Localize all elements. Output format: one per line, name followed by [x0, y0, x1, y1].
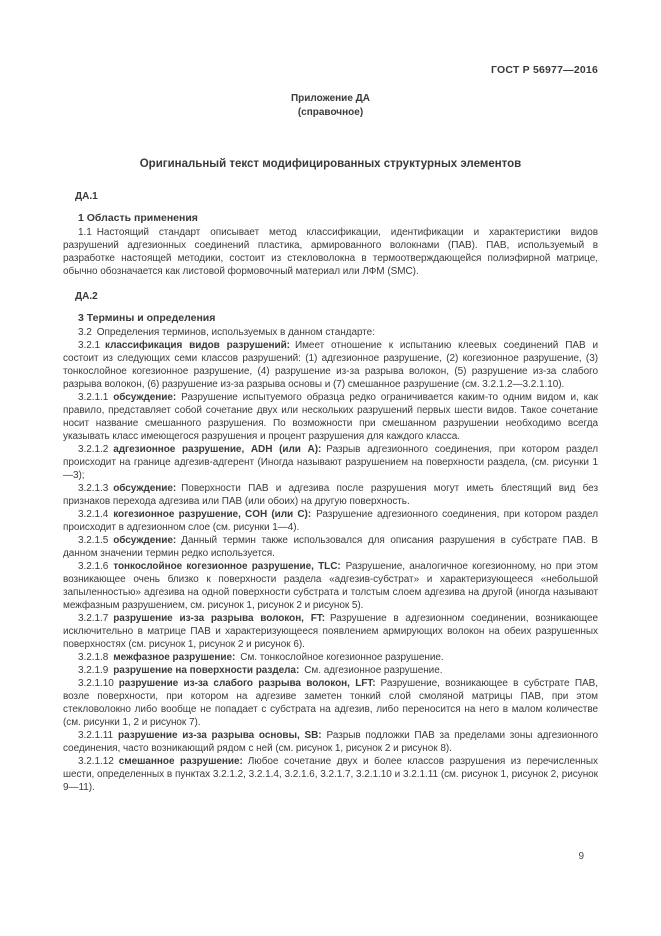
paragraph-text: Разрушение адгезионного соединения, при котором раздел происходит в адгезионном слое (см. рисунки 1—4). [63, 509, 598, 533]
clause-number: 3.2.1.1 [78, 392, 109, 403]
clause-number: 3.2.1.10 [78, 678, 114, 689]
section-label-da2: ДА.2 [75, 291, 98, 302]
paragraph-text: Поверхности ПАВ и адгезива после разрушения могут иметь блестящий вид без признаков перехода адгезива или ПАВ (или обоих) на другую поверхность. [63, 483, 598, 507]
paragraph-3-2-1-6 [63, 560, 598, 612]
term: обсуждение: [113, 392, 177, 403]
document-header: ГОСТ Р 56977—2016 [490, 64, 598, 76]
clause-number: 3.2.1.3 [78, 483, 109, 494]
term: разрушение из-за разрыва основы, SB: [118, 730, 322, 741]
paragraph-3-2-1-12 [63, 755, 598, 794]
paragraph-3-2-1-8 [63, 651, 598, 664]
paragraph-text: Данный термин также использовался для описания разрушения в субстрате ПАВ. В данном значении термин редко используется. [63, 535, 598, 559]
paragraph-1-1 [63, 226, 598, 278]
paragraph-3-2 [63, 326, 598, 339]
document-content [63, 64, 598, 794]
section-label-da1: ДА.1 [75, 191, 98, 202]
term: обсуждение: [113, 483, 177, 494]
paragraph-3-2-1-11 [63, 729, 598, 755]
term: межфазное разрушение: [113, 652, 236, 663]
section-heading-scope: 1 Область применения [78, 212, 198, 224]
paragraph-3-2-1-3 [63, 482, 598, 508]
paragraph-text: Разрыв адгезионного соединения, при котором раздел происходит на границе адгезив-адгерент (Иногда называют разрушением на поверхности раздела, (см. рисунки 1—3); [63, 444, 598, 481]
paragraph-text: См. тонкослойное когезионное разрушение. [240, 652, 444, 663]
term: разрушение на поверхности раздела: [113, 665, 300, 676]
paragraph-3-2-1-4 [63, 508, 598, 534]
term: обсуждение: [113, 535, 177, 546]
clause-number: 3.2.1.7 [78, 613, 109, 624]
paragraph-text: Определения терминов, используемых в данном стандарте: [96, 327, 375, 338]
term: смешанное разрушение: [118, 756, 243, 767]
paragraph-3-2-1-5 [63, 534, 598, 560]
paragraph-text: Разрушение, аналогичное когезионному, но при этом возникающее очень близко к поверхности раздела «адгезив-субстрат» и характеризующееся «небольшой запыленностью» адгезива на одной поверхности субстрата и толстым слоем адгезива на другой (иногда называют межфазным разрушением, см. рисунок 1, рисунок 2 и рисунок 5). [63, 561, 598, 611]
annex-kind: (справочное) [297, 107, 364, 118]
clause-number: 3.2.1.11 [78, 730, 114, 741]
paragraph-3-2-1-10 [63, 677, 598, 729]
clause-number: 3.2 [78, 327, 92, 338]
paragraph-text: Разрушение в адгезионном соединении, возникающее исключительно в матрице ПАВ и характеризующееся появлением армирующих волокон на обеих разрушенных поверхностях (см. рисунок 1, рисунок 2 и рисунок 6). [63, 613, 598, 650]
annex-label: Приложение ДА [290, 93, 371, 104]
document-title: Оригинальный текст модифицированных структурных элементов [139, 158, 522, 170]
section-heading-terms: 3 Термины и определения [78, 312, 216, 324]
clause-number: 3.2.1.2 [78, 444, 109, 455]
paragraph-3-2-1-1 [63, 391, 598, 443]
paragraph-text: См. адгезионное разрушение. [304, 665, 443, 676]
term: адгезионное разрушение, ADH (или A): [113, 444, 322, 455]
clause-number: 3.2.1 [78, 340, 100, 351]
term: тонкослойное когезионное разрушение, TLC: [113, 561, 341, 572]
paragraph-text: Разрушение испытуемого образца редко ограничивается каким-то одним видом и, как правило, представляет собой сочетание двух или нескольких разрушений первых шести видов. Такое сочетание носит название смешанного разрушения. По возможности при смешанном разрушении необходимо всегда указывать класс имеющегося разрушения и процент разрушения для каждого класса. [63, 392, 598, 442]
paragraph-3-2-1-2 [63, 443, 598, 482]
paragraph-text: Любое сочетание двух и более классов разрушения из перечисленных шести, определенных в пунктах 3.2.1.2, 3.2.1.4, 3.2.1.6, 3.2.1.7, 3.2.1.10 и 3.2.1.11 (см. рисунок 1, рисунок 2, рисунок 9—11). [63, 756, 598, 793]
term: классификация видов разрушений: [105, 340, 290, 351]
term: разрушение из-за разрыва волокон, FT: [113, 613, 325, 624]
term: когезионное разрушение, COH (или C): [113, 509, 312, 520]
paragraph-3-2-1-9 [63, 664, 598, 677]
clause-number: 1.1 [78, 227, 92, 238]
paragraph-text: Настоящий стандарт описывает метод классификации, идентификации и характеристики видов разрушений адгезионных соединений пластика, армированного волокнами (ПАВ). ПАВ, используемый в разработке настоящей методики, состоит из стекловолокна в термоотверждающейся полиэфирной матрице, обычно обозначается как листовой формовочный материал или ЛФМ (SMC). [63, 227, 598, 277]
paragraph-text: Имеет отношение к испытанию клеевых соединений ПАВ и состоит из следующих семи классов разрушений: (1) адгезионное разрушение, (2) когезионное разрушение, (3) тонкослойное когезионное разрушение, (4) разрушение из-за разрыва волокон, (5) разрушение из-за слабого разрыва волокон, (6) разрушение из-за разрыва основы и (7) смешанное разрушение (см. 3.2.1.2—3.2.1.10). [63, 340, 598, 390]
term: разрушение из-за слабого разрыва волокон, LFT: [118, 678, 376, 689]
clause-number: 3.2.1.5 [78, 535, 109, 546]
clause-number: 3.2.1.8 [78, 652, 109, 663]
clause-number: 3.2.1.4 [78, 509, 109, 520]
paragraph-3-2-1 [63, 339, 598, 391]
page-number: 9 [578, 851, 584, 862]
annex-block [63, 92, 598, 120]
paragraph-text: Разрыв подложки ПАВ за пределами зоны адгезионного соединения, часто возникающий рядом с ней (см. рисунок 1, рисунок 2 и рисунок 8). [63, 730, 598, 754]
clause-number: 3.2.1.6 [78, 561, 109, 572]
clause-number: 3.2.1.12 [78, 756, 114, 767]
clause-number: 3.2.1.9 [78, 665, 109, 676]
paragraph-3-2-1-7 [63, 612, 598, 651]
paragraph-text: Разрушение, возникающее в субстрате ПАВ, возле поверхности, при котором на адгезиве заметен тонкий слой смоляной матрицы ПАВ, при этом стекловолокно либо вообще не попадает с субстрата на адгезив, либо переносится на него в малом количестве (см. рисунки 1, 2 и рисунок 7). [63, 678, 598, 728]
